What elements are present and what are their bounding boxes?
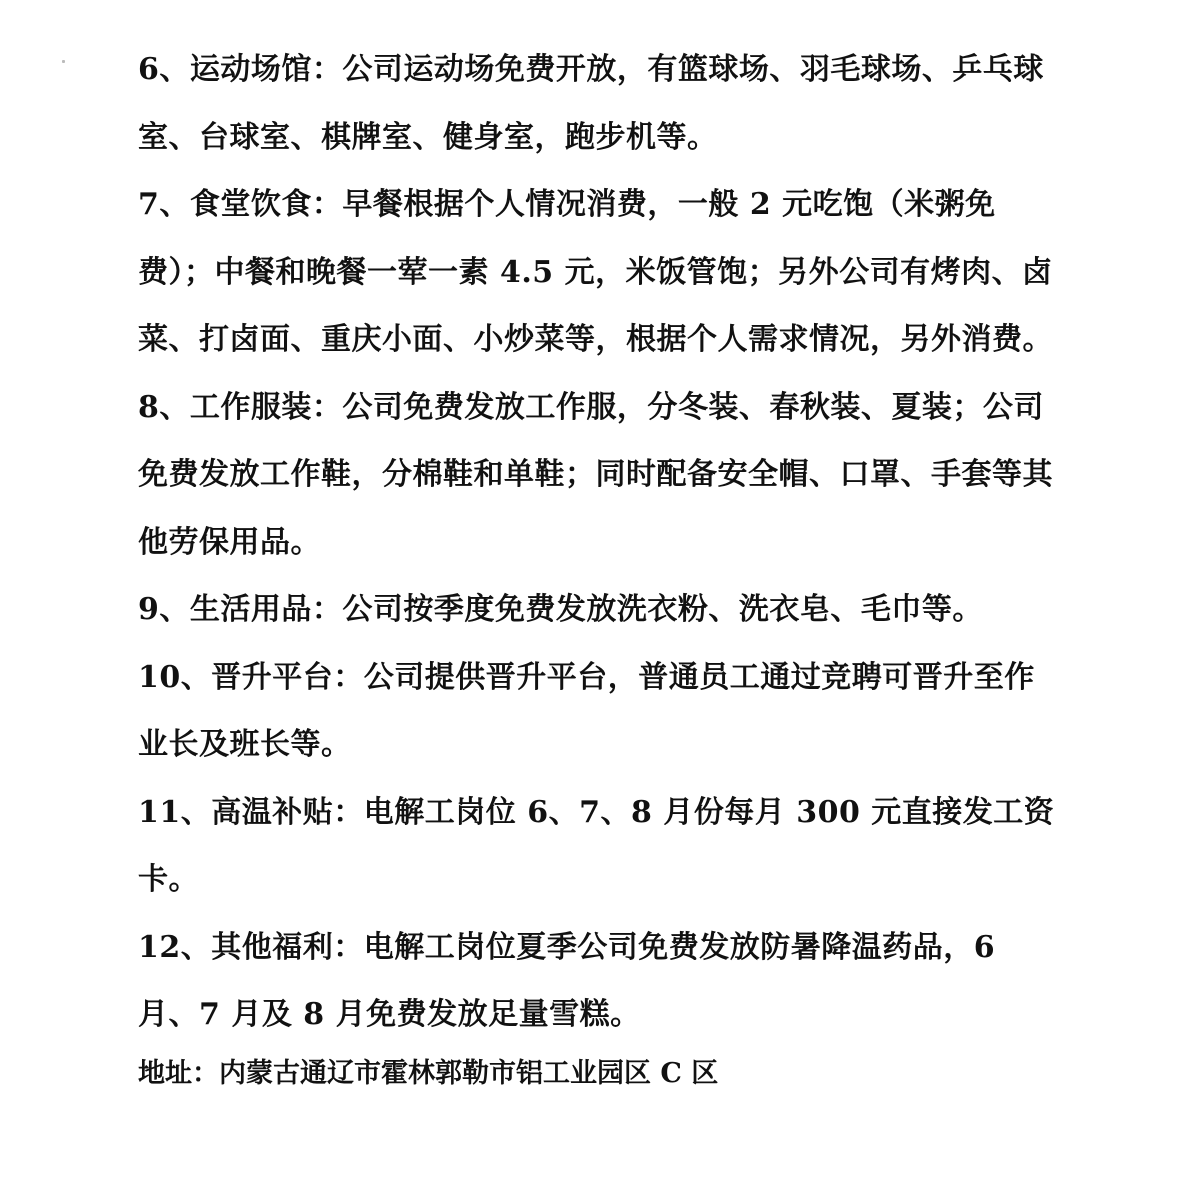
benefit-item-promotion: 10、晋升平台：公司提供晋升平台，普通员工通过竞聘可晋升至作业长及班长等。 — [138, 659, 1035, 762]
scan-speck — [62, 60, 65, 63]
benefit-item-other-welfare: 12、其他福利：电解工岗位夏季公司免费发放防暑降温药品，6 月、7 月及 8 月免费发放足量雪糕。 — [138, 929, 996, 1032]
benefit-item-daily-supplies: 9、生活用品：公司按季度免费发放洗衣粉、洗衣皂、毛巾等。 — [138, 592, 983, 627]
benefit-item-canteen: 7、食堂饮食：早餐根据个人情况消费，一般 2 元吃饱（米粥免费）；中餐和晚餐一荤一素 4.5 元，米饭管饱；另外公司有烤肉、卤菜、打卤面、重庆小面、小炒菜等，根据个人需求情况，另外消费。 — [138, 187, 1053, 357]
benefit-item-sports-venue: 6、运动场馆：公司运动场免费开放，有篮球场、羽毛球场、乒乓球室、台球室、棋牌室、健身室，跑步机等。 — [138, 52, 1044, 155]
benefit-item-heat-subsidy: 11、高温补贴：电解工岗位 6、7、8 月份每月 300 元直接发工资卡。 — [138, 794, 1055, 897]
benefits-list — [138, 36, 1062, 1049]
company-address: 地址：内蒙古通辽市霍林郭勒市铝工业园区 C 区 — [138, 1058, 719, 1089]
benefit-item-work-clothing: 8、工作服装：公司免费发放工作服，分冬装、春秋装、夏装；公司免费发放工作鞋，分棉鞋和单鞋；同时配备安全帽、口罩、手套等其他劳保用品。 — [138, 389, 1053, 560]
